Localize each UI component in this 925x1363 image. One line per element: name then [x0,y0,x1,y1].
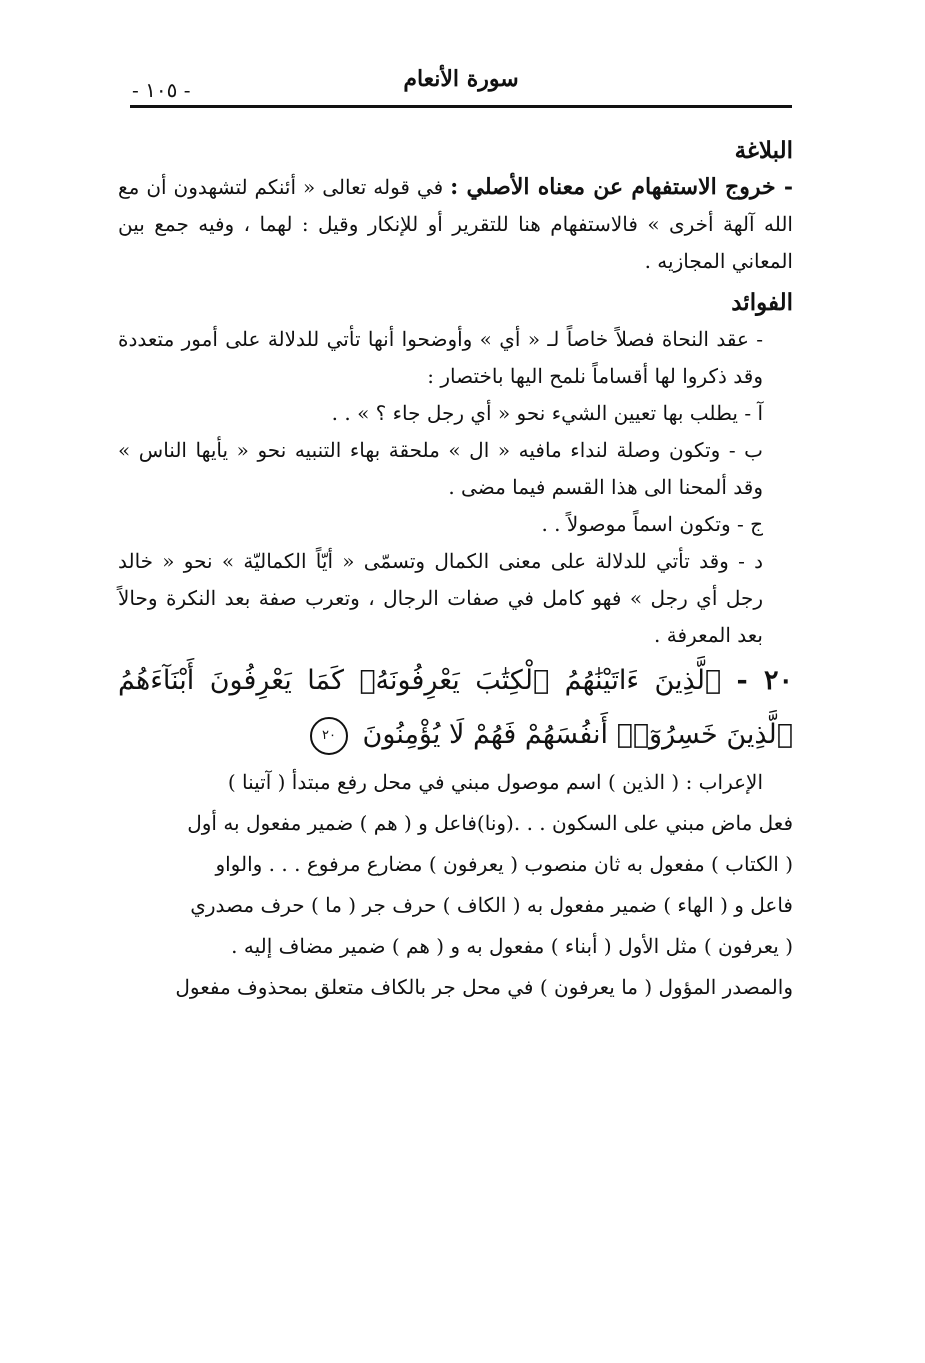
fawaid-item-a: آ - يطلب بها تعيين الشيء نحو « أي رجل جاء ؟ » . . [331,401,763,425]
verse-text: ٱلَّذِينَ ءَاتَيْنَٰهُمُ ٱلْكِتَٰبَ يَعْرِفُونَهُۥ كَمَا يَعْرِفُونَ أَبْنَآءَهُمُ ٱلَّذِينَ خَسِرُوٓا۟ أَنفُسَهُمْ فَهُمْ لَا يُؤْمِنُونَ [118,665,793,750]
balagha-lead: - خروج الاستفهام عن معناه الأصلي : [450,174,793,200]
page-body [118,132,793,1008]
irab-line: فعل ماض مبني على السكون . . .(ونا)فاعل و ( هم ) ضمير مفعول به أول [187,811,793,835]
fawaid-item-c: ج - وتكون اسماً موصولاً . . [541,512,763,536]
ayah-end-marker: ٢٠ [310,717,348,755]
verse-number: ٢٠ - [736,665,793,696]
page-header [130,58,792,108]
balagha-heading: البلاغة [734,137,793,164]
fawaid-heading: الفوائد [731,289,793,316]
fawaid-item-d: د - وقد تأتي للدلالة على معنى الكمال وتسمّى « أيّاً الكماليّة » نحو « خالد رجل أي رجل » فهو كامل في صفات الرجال ، وتعرب صفة بعد النكرة وحالاً بعد المعرفة . [118,549,763,647]
header-divider [130,105,792,108]
page-number: - ١٠٥ - [132,78,191,102]
fawaid-intro: - عقد النحاة فصلاً خاصاً لـ « أي » وأوضحوا أنها تأتي للدلالة على أمور متعددة وقد ذكروا لها أقساماً نلمح اليها باختصار : [118,327,763,388]
irab-line: الإعراب : ( الذين ) اسم موصول مبني في محل رفع مبتدأ ( آتينا ) [227,770,763,794]
irab-line: ( يعرفون ) مثل الأول ( أبناء ) مفعول به و ( هم ) ضمير مضاف إليه . [231,934,793,958]
quran-verse [118,654,793,762]
surah-title: سورة الأنعام [403,66,519,92]
balagha-text: في قوله تعالى « أئنكم لتشهدون أن مع الله آلهة أخرى » فالاستفهام هنا للتقرير أو للإنكار وقيل : لهما ، وفيه جمع بين المعاني المجازيه . [118,175,793,273]
irab-line: ( الكتاب ) مفعول به ثان منصوب ( يعرفون ) مضارع مرفوع . . . والواو [215,852,793,876]
balagha-paragraph [118,169,793,280]
irab-line: والمصدر المؤول ( ما يعرفون ) في محل جر بالكاف متعلق بمحذوف مفعول [175,975,793,999]
fawaid-item-b: ب - وتكون وصلة لنداء مافيه « ال » ملحقة بهاء التنبيه نحو « يأيها الناس » وقد ألمحنا الى هذا القسم فيما مضى . [118,438,763,499]
irab-line: فاعل و ( الهاء ) ضمير مفعول به ( الكاف ) حرف جر ( ما ) حرف مصدري [190,893,793,917]
